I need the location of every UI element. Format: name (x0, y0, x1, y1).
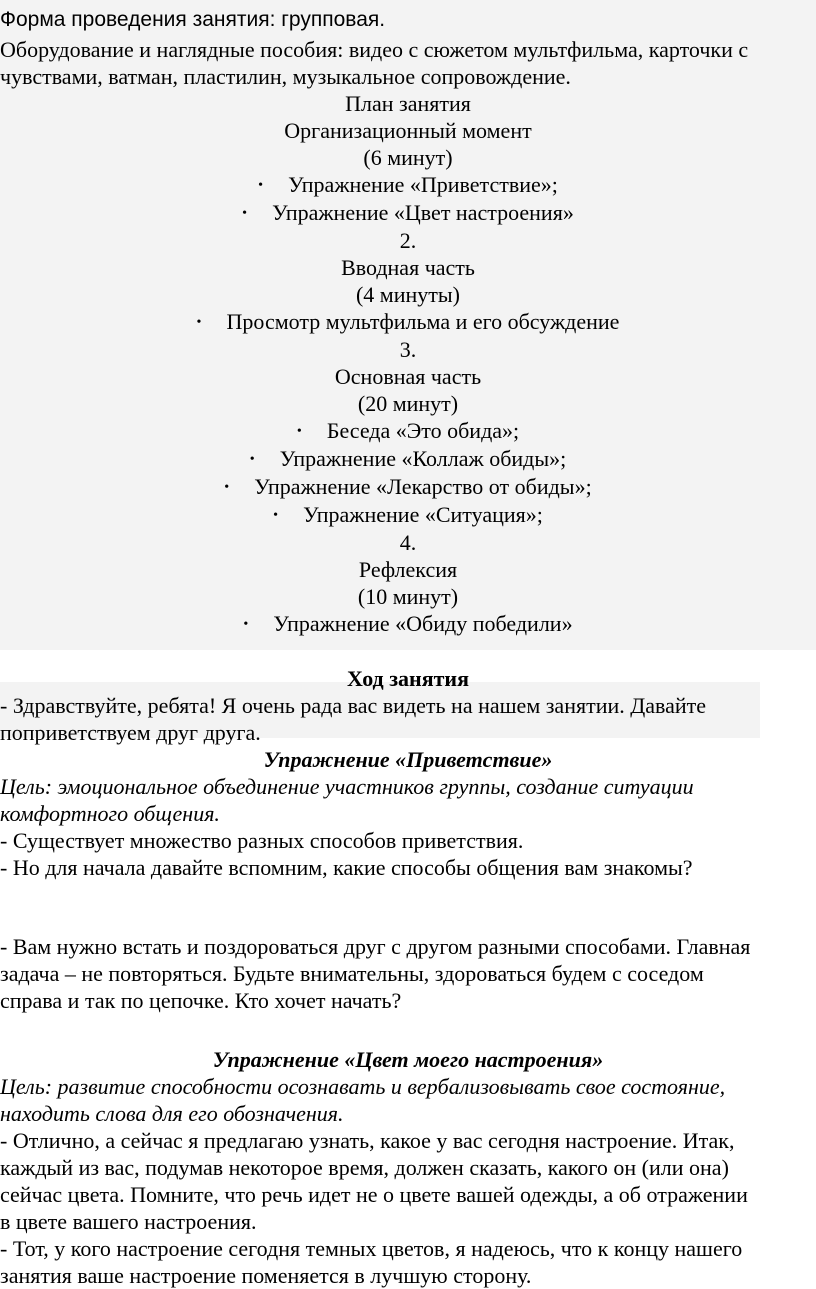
equipment-line-1: Оборудование и наглядные пособия: видео с сюжетом мультфильма, карточки с (0, 37, 749, 62)
bullet-icon: • (242, 206, 248, 221)
section-2-duration: (4 минуты) (355, 282, 461, 307)
section-3-duration: (20 минут) (357, 391, 459, 416)
exercise-2-text: сейчас цвета. Помните, что речь идет не о цвете вашей одежды, а об отражении (0, 1182, 748, 1207)
section-4-duration: (10 минут) (357, 584, 459, 609)
section-1-duration: (6 минут) (363, 145, 453, 170)
section-3-name: Основная часть (334, 364, 482, 389)
section-2-number: 2. (399, 228, 417, 253)
plan-item: • Упражнение «Приветствие»; (258, 172, 558, 197)
exercise-2-goal: находить слова для его обозначения. (0, 1101, 344, 1126)
plan-item: • Беседа «Это обида»; (296, 418, 520, 443)
exercise-1-title: Упражнение «Приветствие» (263, 747, 553, 772)
exercise-1-goal: комфортного общения. (0, 801, 220, 826)
plan-item: • Упражнение «Цвет настроения» (242, 200, 574, 225)
plan-item: • Упражнение «Ситуация»; (273, 502, 543, 527)
exercise-1-goal: Цель: эмоциональное объединение участников группы, создание ситуации (0, 774, 694, 799)
exercise-2-goal: Цель: развитие способности осознавать и вербализовывать свое состояние, (0, 1074, 726, 1099)
bullet-icon: • (273, 508, 279, 523)
exercise-2-text: - Отлично, а сейчас я предлагаю узнать, какое у вас сегодня настроение. Итак, (0, 1128, 735, 1153)
section-4-name: Рефлексия (358, 557, 458, 582)
bullet-icon: • (249, 452, 255, 467)
exercise-2-text: - Тот, у кого настроение сегодня темных цветов, я надеюсь, что к концу нашего (0, 1236, 743, 1261)
exercise-1-instruction: задача – не повторяться. Будьте внимательны, здороваться будем с соседом (0, 961, 704, 986)
section-1-name: Организационный момент (284, 118, 532, 143)
exercise-1-text: - Но для начала давайте вспомним, какие способы общения вам знакомы? (0, 855, 693, 880)
bullet-icon: • (296, 424, 302, 439)
bullet-icon: • (243, 617, 249, 632)
exercise-2-text: занятия ваше настроение поменяется в лучшую сторону. (0, 1263, 532, 1288)
bullet-icon: • (224, 480, 230, 495)
equipment-line-2: чувствами, ватман, пластилин, музыкальное сопровождение. (0, 64, 571, 89)
greeting-line-2: поприветствуем друг друга. (0, 720, 261, 745)
exercise-2-title: Упражнение «Цвет моего настроения» (212, 1047, 604, 1072)
section-3-number: 3. (399, 337, 417, 362)
plan-item: • Упражнение «Коллаж обиды»; (249, 446, 567, 471)
plan-item: • Упражнение «Обиду победили» (243, 611, 573, 636)
plan-title: План занятия (345, 91, 471, 116)
bullet-icon: • (196, 315, 202, 330)
exercise-1-instruction: справа и так по цепочке. Кто хочет начать? (0, 988, 402, 1013)
exercise-1-text: - Существует множество разных способов приветствия. (0, 828, 524, 853)
plan-item: • Просмотр мультфильма и его обсуждение (196, 309, 620, 334)
bullet-icon: • (258, 178, 264, 193)
form-line: Форма проведения занятия: групповая. (0, 8, 386, 31)
section-4-number: 4. (399, 530, 417, 555)
plan-item: • Упражнение «Лекарство от обиды»; (224, 474, 592, 499)
exercise-2-text: каждый из вас, подумав некоторое время, должен сказать, какого он (или она) (0, 1155, 729, 1180)
course-title: Ход занятия (346, 666, 469, 691)
exercise-2-text: в цвете вашего настроения. (0, 1209, 257, 1234)
section-2-name: Вводная часть (341, 255, 475, 280)
greeting-line-1: - Здравствуйте, ребята! Я очень рада вас видеть на нашем занятии. Давайте (0, 693, 707, 718)
exercise-1-instruction: - Вам нужно встать и поздороваться друг с другом разными способами. Главная (0, 934, 751, 959)
